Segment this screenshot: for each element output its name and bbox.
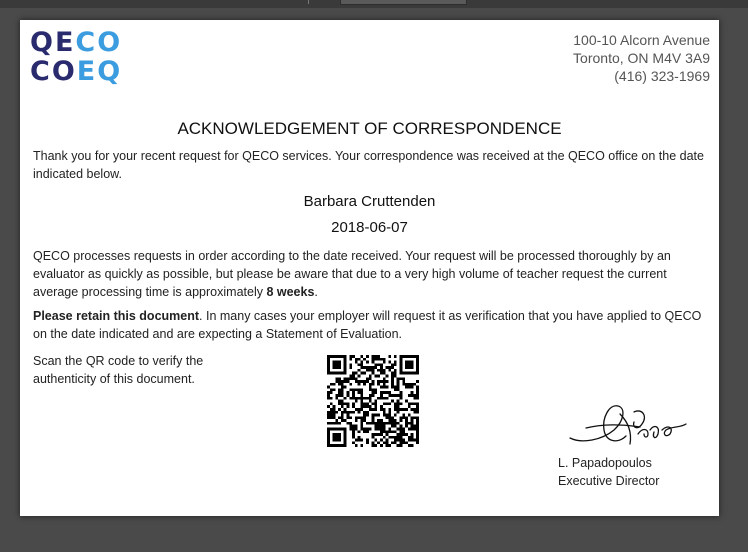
signer-block	[558, 454, 659, 490]
qeco-logo	[30, 28, 130, 86]
document-title: ACKNOWLEDGEMENT OF CORRESPONDENCE	[177, 119, 562, 138]
intro-paragraph: Thank you for your recent request for QECO services. Your correspondence was received at the QECO office on the date indicated below.	[33, 149, 704, 181]
logo-line-1: QECO	[30, 27, 123, 58]
signer-name: L. Papadopoulos	[558, 456, 652, 470]
signature-image	[562, 394, 702, 454]
retain-paragraph	[33, 307, 715, 343]
toolbar-divider	[308, 0, 309, 4]
recipient-name: Barbara Cruttenden	[303, 193, 436, 210]
viewer-tab[interactable]	[340, 0, 467, 5]
viewer-top-bar	[0, 0, 748, 8]
processing-end: .	[314, 285, 318, 299]
address-city: Toronto, ON M4V 3A9	[573, 50, 710, 66]
processing-time: 8 weeks	[266, 285, 315, 299]
retain-heading: Please retain this document	[33, 309, 200, 323]
address-phone: (416) 323-1969	[614, 68, 710, 84]
document-page	[20, 20, 719, 516]
signer-role: Executive Director	[558, 474, 660, 488]
received-date: 2018-06-07	[331, 219, 408, 236]
address-street: 100-10 Alcorn Avenue	[573, 32, 710, 48]
processing-text: QECO processes requests in order according to the date received. Your request will be processed thoroughly by an evaluator as quickly as possible, but please be aware that due to a very high volume of teacher request the current average processing time is approximately	[33, 249, 671, 299]
retain-text: . In many cases your employer will request it as verification that you have applied to QECO on the date indicated and are expecting a Statement of Evaluation.	[33, 309, 702, 341]
office-address	[573, 31, 710, 85]
logo-line-2: COEQ	[30, 56, 123, 87]
qr-code-icon[interactable]	[327, 355, 419, 447]
qr-note: Scan the QR code to verify the authenticity of this document.	[33, 354, 204, 386]
processing-paragraph	[33, 247, 715, 301]
